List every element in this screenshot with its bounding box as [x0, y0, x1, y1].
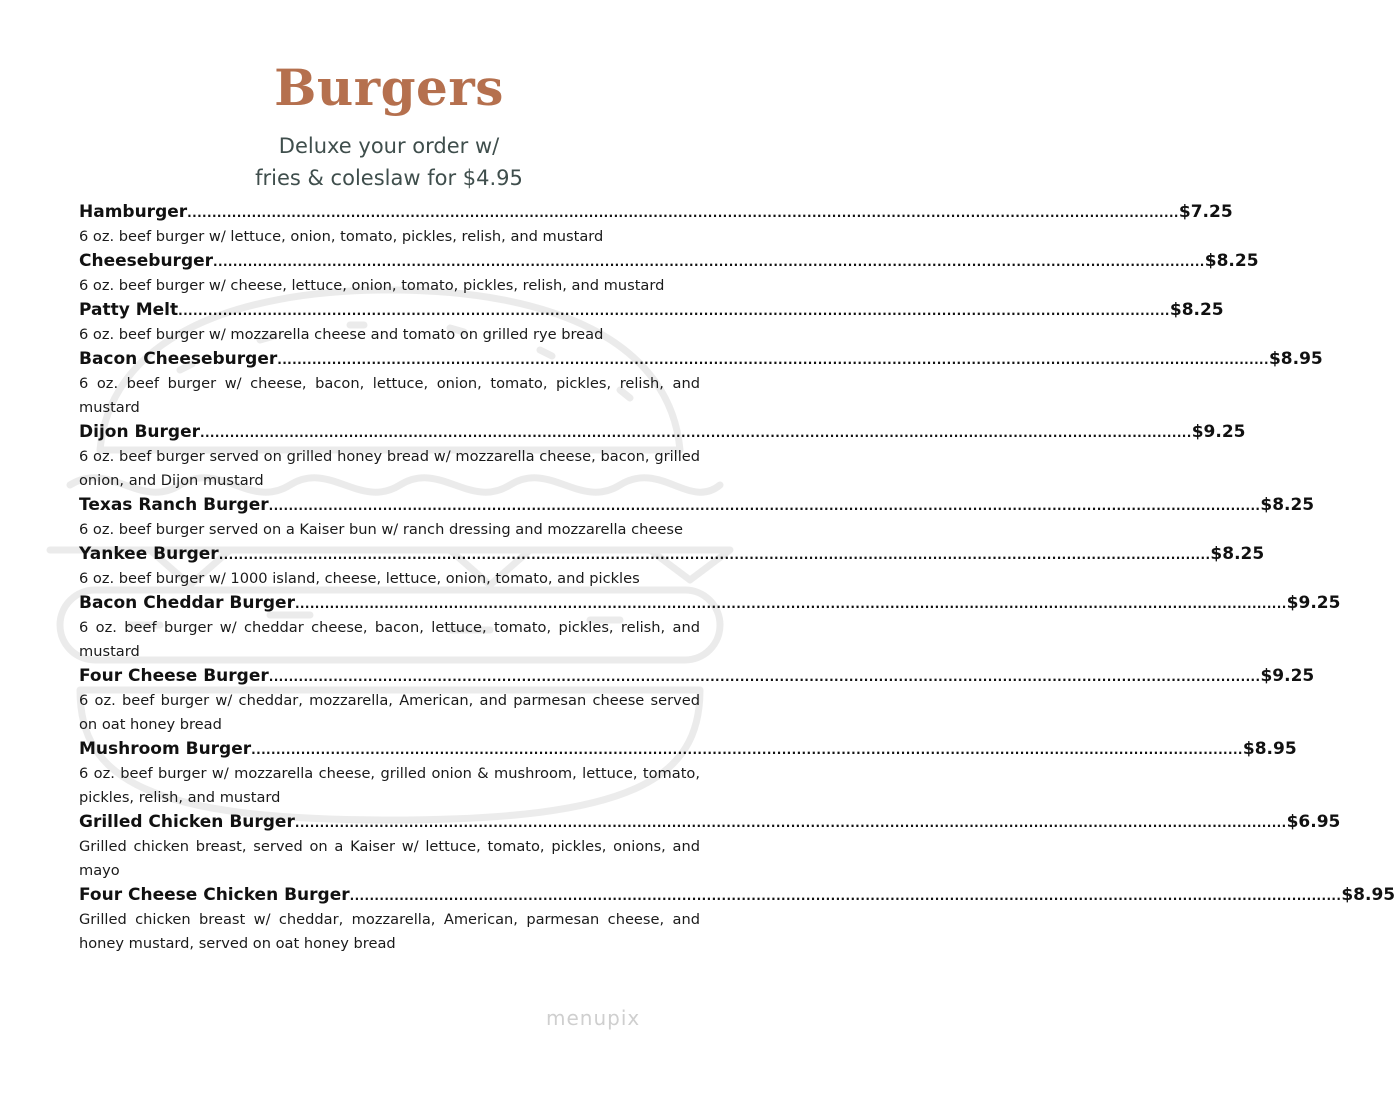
menu-item [79, 883, 1395, 956]
menu-item-price: $9.25 [1286, 593, 1341, 613]
menu-item-description: Grilled chicken breast w/ cheddar, mozzarella, American, parmesan cheese, and honey mustard, served on oat honey bread [79, 911, 700, 952]
menu-item-name: Texas Ranch Burger [79, 495, 269, 515]
menu-item-price: $8.25 [1210, 544, 1265, 564]
deluxe-note [0, 130, 778, 194]
menu-item-price: $8.25 [1260, 495, 1315, 515]
menu-item-price: $8.95 [1242, 739, 1297, 759]
menu-item [79, 810, 1341, 883]
deluxe-note-line-1: Deluxe your order w/ [278, 134, 500, 158]
dot-leader: ........................................................................................................................................................................................................ [178, 304, 1170, 318]
dot-leader: ........................................................................................................................................................................................................ [349, 889, 1342, 903]
menu-item-description: 6 oz. beef burger w/ 1000 island, cheese, lettuce, onion, tomato, and pickles [79, 570, 640, 587]
menu-item-name: Four Cheese Burger [79, 666, 269, 686]
watermark: menupix [546, 1006, 641, 1030]
menu-item-description: 6 oz. beef burger w/ cheddar, mozzarella, American, and parmesan cheese served on oat honey bread [79, 692, 700, 733]
dot-leader: ........................................................................................................................................................................................................ [218, 548, 1211, 562]
menu-item-name: Patty Melt [79, 300, 179, 320]
menu-item [79, 200, 1233, 249]
dot-leader: ........................................................................................................................................................................................................ [200, 426, 1192, 440]
menu-item [79, 420, 1246, 493]
menu-item-name: Cheeseburger [79, 251, 214, 271]
menu-item-price: $8.95 [1341, 885, 1395, 905]
menu-item-price: $8.25 [1204, 251, 1259, 271]
menu-item [79, 542, 1265, 591]
dot-leader: ........................................................................................................................................................................................................ [268, 499, 1261, 513]
burger-menu-list [79, 200, 1395, 956]
menu-item-name: Mushroom Burger [79, 739, 252, 759]
menu-item-description: 6 oz. beef burger w/ cheese, bacon, lettuce, onion, tomato, pickles, relish, and mustard [79, 375, 700, 416]
menu-item [79, 493, 1315, 542]
menu-item-name: Bacon Cheddar Burger [79, 593, 295, 613]
menu-item-description: 6 oz. beef burger served on grilled honey bread w/ mozzarella cheese, bacon, grilled onion, and Dijon mustard [79, 448, 700, 489]
dot-leader: ........................................................................................................................................................................................................ [294, 597, 1287, 611]
dot-leader: ........................................................................................................................................................................................................ [213, 255, 1205, 269]
dot-leader: ........................................................................................................................................................................................................ [294, 816, 1287, 830]
dot-leader: ........................................................................................................................................................................................................ [251, 743, 1243, 757]
menu-item-description: Grilled chicken breast, served on a Kaiser w/ lettuce, tomato, pickles, onions, and mayo [79, 838, 700, 879]
menu-item-price: $6.95 [1286, 812, 1341, 832]
menu-item-price: $8.95 [1268, 349, 1323, 369]
dot-leader: ........................................................................................................................................................................................................ [277, 353, 1269, 367]
menu-item-price: $7.25 [1178, 202, 1233, 222]
menu-item-description: 6 oz. beef burger w/ mozzarella cheese, grilled onion & mushroom, lettuce, tomato, pickles, relish, and mustard [79, 765, 700, 806]
menu-item-name: Yankee Burger [79, 544, 219, 564]
menu-item-name: Bacon Cheeseburger [79, 349, 278, 369]
menu-item-name: Hamburger [79, 202, 188, 222]
page-title: Burgers [274, 58, 504, 117]
menu-item-name: Dijon Burger [79, 422, 200, 442]
dot-leader: ........................................................................................................................................................................................................ [268, 670, 1261, 684]
menu-item [79, 298, 1224, 347]
menu-item [79, 591, 1341, 664]
menu-item-price: $8.25 [1169, 300, 1224, 320]
menu-item-description: 6 oz. beef burger w/ mozzarella cheese and tomato on grilled rye bread [79, 326, 604, 343]
menu-item [79, 347, 1323, 420]
menu-item-description: 6 oz. beef burger w/ lettuce, onion, tomato, pickles, relish, and mustard [79, 228, 604, 245]
deluxe-note-line-2: fries & coleslaw for $4.95 [255, 166, 523, 190]
menu-item-price: $9.25 [1191, 422, 1246, 442]
menu-item-name: Four Cheese Chicken Burger [79, 885, 350, 905]
menu-item-description: 6 oz. beef burger served on a Kaiser bun w/ ranch dressing and mozzarella cheese [79, 521, 683, 538]
menu-item-description: 6 oz. beef burger w/ cheese, lettuce, onion, tomato, pickles, relish, and mustard [79, 277, 665, 294]
menu-item [79, 249, 1259, 298]
menu-item-name: Grilled Chicken Burger [79, 812, 295, 832]
menu-item [79, 664, 1315, 737]
menu-item-price: $9.25 [1260, 666, 1315, 686]
menu-item [79, 737, 1297, 810]
dot-leader: ........................................................................................................................................................................................................ [187, 206, 1179, 220]
menu-item-description: 6 oz. beef burger w/ cheddar cheese, bacon, lettuce, tomato, pickles, relish, and mustard [79, 619, 700, 660]
